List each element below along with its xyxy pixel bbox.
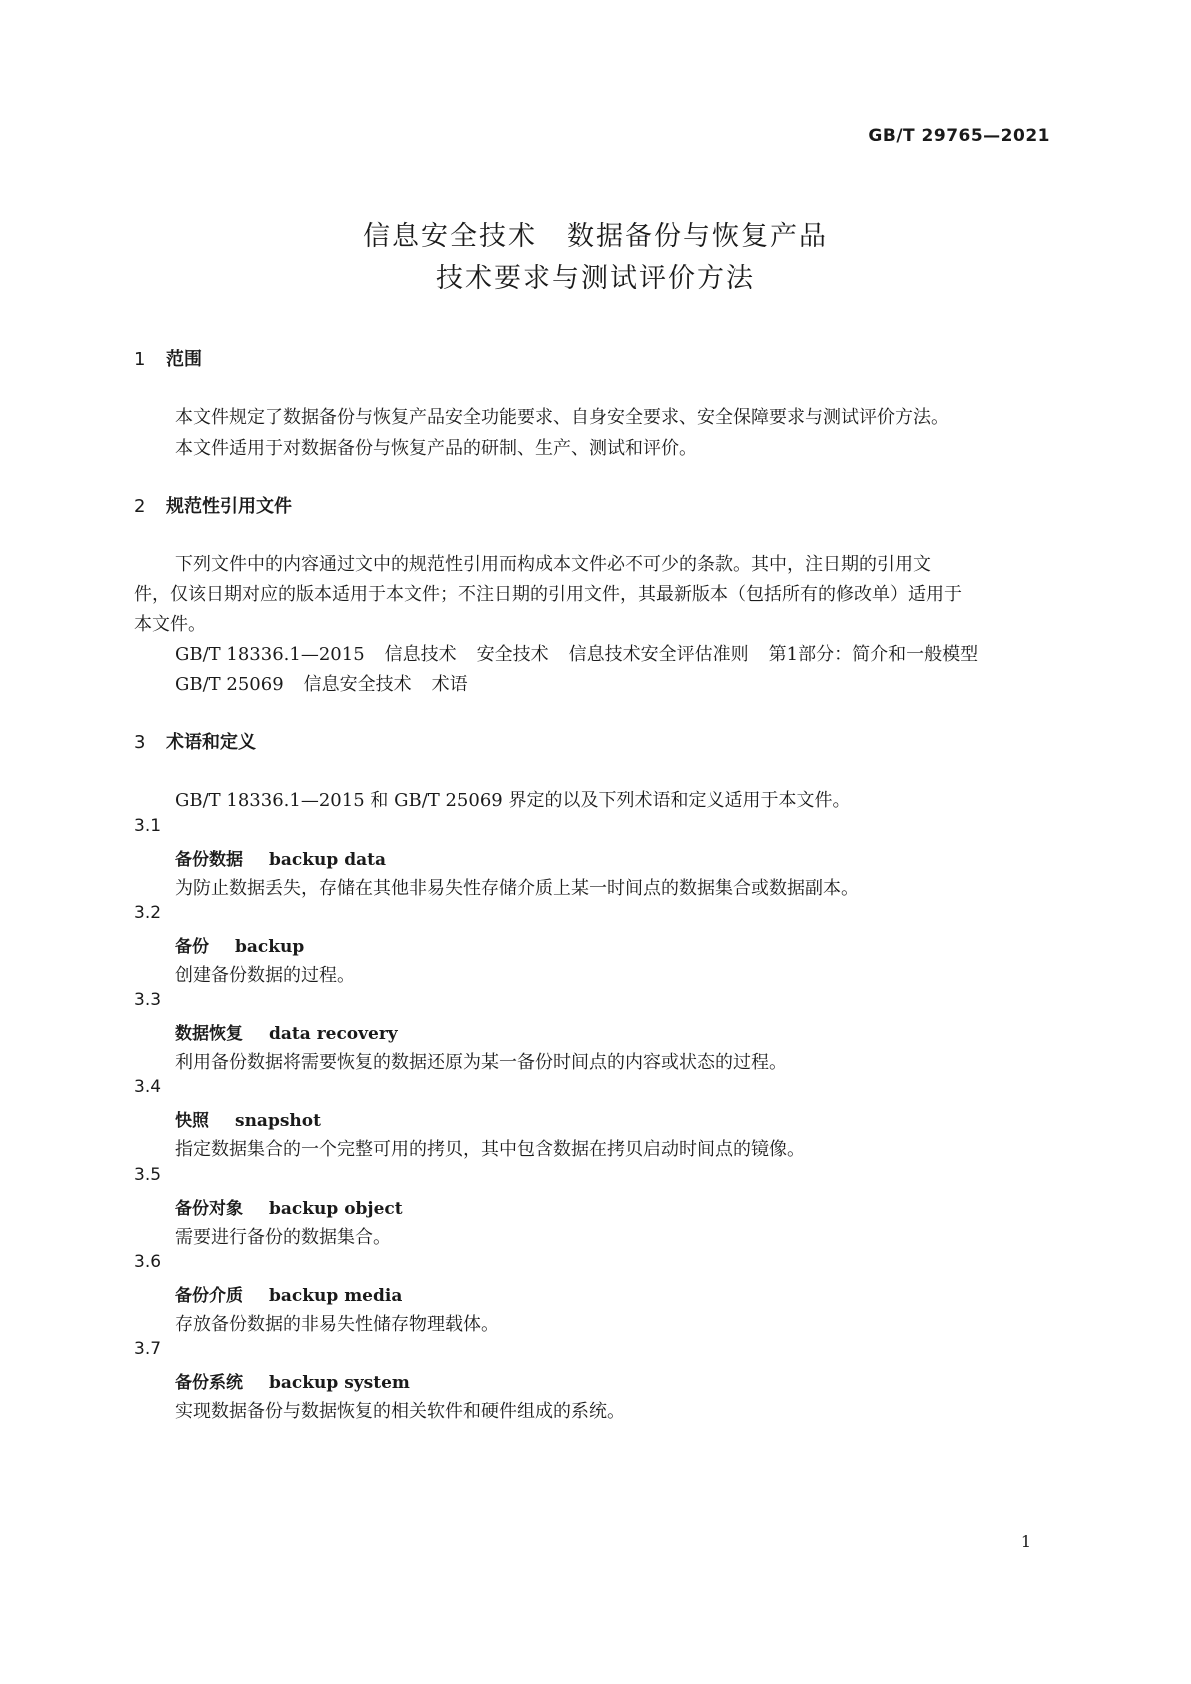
term-definition: 需要进行备份的数据集合。 [175, 1227, 391, 1248]
term-english: backup [235, 937, 305, 957]
term-chinese: 数据恢复 [175, 1024, 243, 1044]
reference-title-part: 第1部分：简介和一般模型 [768, 644, 979, 665]
term-chinese: 备份数据 [175, 850, 243, 870]
title-part-b: 数据备份与恢复产品 [567, 221, 828, 252]
terms-intro: GB/T 18336.1—2015 和 GB/T 25069 界定的以及下列术语和定义适用于本文件。 [175, 790, 851, 811]
section-heading-normative [134, 492, 292, 518]
term-english: backup media [269, 1286, 403, 1306]
term-heading [175, 1106, 321, 1131]
term-english: data recovery [269, 1024, 398, 1044]
doc-title-line2: 技术要求与测试评价方法 [436, 263, 755, 294]
reference-code: GB/T 18336.1—2015 [175, 644, 365, 665]
section-title: 范围 [166, 349, 202, 370]
term-number: 3.2 [134, 903, 162, 923]
term-number: 3.5 [134, 1165, 162, 1185]
reference-title-part: 安全技术 [476, 644, 549, 665]
scope-paragraph-2: 本文件适用于对数据备份与恢复产品的研制、生产、测试和评价。 [175, 438, 697, 459]
term-heading [175, 1194, 403, 1219]
term-heading [175, 1281, 402, 1306]
section-heading-scope [134, 345, 202, 371]
reference-title-part: 信息技术安全评估准则 [568, 644, 749, 665]
term-english: backup system [269, 1373, 410, 1393]
section-title: 规范性引用文件 [166, 496, 292, 517]
term-definition: 指定数据集合的一个完整可用的拷贝，其中包含数据在拷贝启动时间点的镜像。 [175, 1139, 805, 1160]
normative-text-line-1: 下列文件中的内容通过文中的规范性引用而构成本文件必不可少的条款。其中，注日期的引用文 [175, 554, 931, 575]
doc-title-line1 [0, 214, 1191, 253]
term-heading [175, 1368, 410, 1393]
term-definition: 利用备份数据将需要恢复的数据还原为某一备份时间点的内容或状态的过程。 [175, 1052, 787, 1073]
term-chinese: 快照 [175, 1111, 209, 1131]
term-chinese: 备份 [175, 937, 209, 957]
scope-paragraph-1: 本文件规定了数据备份与恢复产品安全功能要求、自身安全要求、安全保障要求与测试评价方法。 [175, 407, 949, 428]
term-chinese: 备份介质 [175, 1286, 243, 1306]
title-part-a: 信息安全技术 [363, 221, 537, 252]
reference-title-part: 信息安全技术 [303, 674, 412, 695]
term-definition: 为防止数据丢失，存储在其他非易失性存储介质上某一时间点的数据集合或数据副本。 [175, 878, 859, 899]
term-heading [175, 932, 304, 957]
term-number: 3.1 [134, 816, 162, 836]
section-number: 2 [134, 496, 146, 517]
term-heading [175, 845, 386, 870]
term-number: 3.3 [134, 990, 162, 1010]
term-definition: 实现数据备份与数据恢复的相关软件和硬件组成的系统。 [175, 1401, 625, 1422]
term-definition: 存放备份数据的非易失性储存物理载体。 [175, 1314, 499, 1335]
normative-text-line-3: 本文件。 [134, 614, 206, 635]
term-english: backup object [269, 1199, 403, 1219]
section-number: 1 [134, 349, 146, 370]
normative-text-line-2: 件，仅该日期对应的版本适用于本文件；不注日期的引用文件，其最新版本（包括所有的修改单）适用于 [134, 584, 962, 605]
term-heading [175, 1019, 398, 1044]
term-definition: 创建备份数据的过程。 [175, 965, 355, 986]
reference-code: GB/T 25069 [175, 674, 284, 695]
section-title: 术语和定义 [166, 732, 256, 753]
term-english: snapshot [235, 1111, 321, 1131]
term-number: 3.4 [134, 1077, 162, 1097]
normative-reference [175, 670, 468, 696]
section-heading-terms [134, 728, 256, 754]
reference-title-part: 信息技术 [384, 644, 457, 665]
term-english: backup data [269, 850, 386, 870]
reference-title-part: 术语 [431, 674, 468, 695]
term-chinese: 备份对象 [175, 1199, 243, 1219]
standard-number: GB/T 29765—2021 [868, 126, 1050, 146]
normative-reference [175, 640, 978, 666]
term-number: 3.7 [134, 1339, 162, 1359]
term-number: 3.6 [134, 1252, 162, 1272]
page-number: 1 [1020, 1532, 1031, 1551]
term-chinese: 备份系统 [175, 1373, 243, 1393]
section-number: 3 [134, 732, 146, 753]
